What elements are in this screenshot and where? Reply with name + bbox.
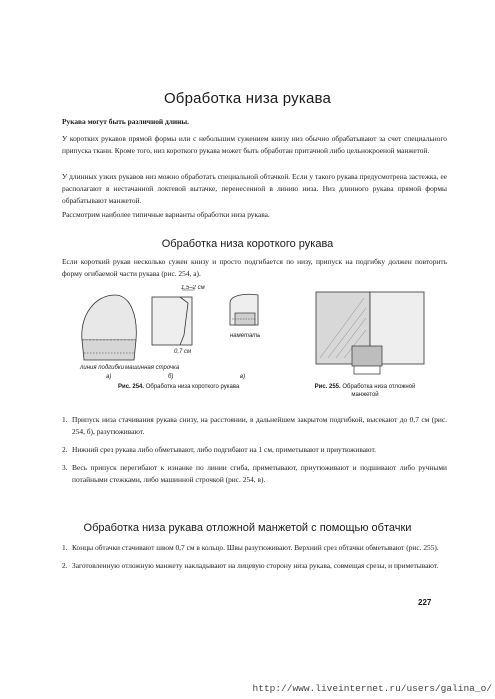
footer-url[interactable]: http://www.liveinternet.ru/users/galina_o/ [252,683,492,694]
list-item: 2. Нижний срез рукава либо обметывают, либо подгибают на 1 см, приметывают и приутюживают. [62,445,376,454]
intro-paragraph-3: У длинных узких рукавов низ можно обработать специальной обтачкой. Если у такого рукава предусмотрена застежка, ее располагают в нестачанной локтевой вытачке, перенесенной в линию низа. Низ длинного рукава прямой формы обрабатывают манжетой. [62,172,447,205]
figure-255-caption-text: Обработка низа отложной манжетой [342,384,416,398]
figure-255-drawing [312,288,437,380]
section-heading-short-sleeve: Обработка низа короткого рукава [161,238,334,250]
section1-lead-paragraph: Если короткий рукав несколько сужен книзу и просто подгибается по низу, припуск на подгибку должен повторить форму огибаемой части рукава (рис. 254, а). [62,257,447,278]
figure-254-caption [118,383,239,391]
section1-steps-list [62,414,447,492]
figure-255-caption [310,383,420,399]
page-title: Обработка низа рукава [163,90,332,107]
label-dimension-2: 0,7 см [174,349,192,355]
page-number: 227 [418,598,432,607]
figure-254-drawing [70,285,290,380]
intro-paragraph-2: У коротких рукавов прямой формы или с небольшим сужением книзу низ обычно обрабатывают за счет специального припуска ткани. Кроме того, низ короткого рукава может быть обработан притачной либо цельнокроеной манжетой. [62,134,447,155]
section-heading-cuff: Обработка низа рукава отложной манжетой с помощью обтачки [83,522,412,534]
section2-steps-list [62,542,447,578]
label-dimension-1: 1,5–2 см [181,285,205,291]
label-sub-a: а) [106,374,112,380]
label-baste: наметать [230,333,261,339]
label-sub-b: б) [168,374,174,380]
label-machine-stitch: машинная строчка [125,365,180,371]
figure-254-caption-text: Обработка низа короткого рукава [145,384,240,390]
list-item: 1. Концы обтачки стачивают швом 0,7 см в кольцо. Швы разутюживают. Верхний срез обтачки обметывают (рис. 255). [62,543,439,552]
figure-254-number: Рис. 254. [118,384,145,390]
figure-255-number: Рис. 255. [314,384,341,390]
intro-paragraph-4: Рассмотрим наиболее типичные варианты обработки низа рукава. [62,210,270,219]
list-item: 2. Заготовленную отложную манжету накладывают на лицевую сторону низа рукава, совмещая срезы, и приметывают. [62,561,439,570]
intro-paragraph-1: Рукава могут быть различной длины. [62,117,190,126]
list-item: 1. Припуск низа стачивания рукава снизу, на расстоянии, в дальнейшем закрытом подгибкой, высекают до 0,7 см (рис. 254, б), разутюживают. [62,415,447,436]
label-fold-line: линия подгибки [80,365,125,371]
label-sub-c: в) [240,374,246,380]
list-item: 3. Весь припуск перегибают к изнанке по линии сгиба, приметывают, приутюживают и подшивают либо ручными потайными стежками, либо машинной строчкой (рис. 254, в). [62,463,447,484]
figure-254c-hem [230,294,260,380]
